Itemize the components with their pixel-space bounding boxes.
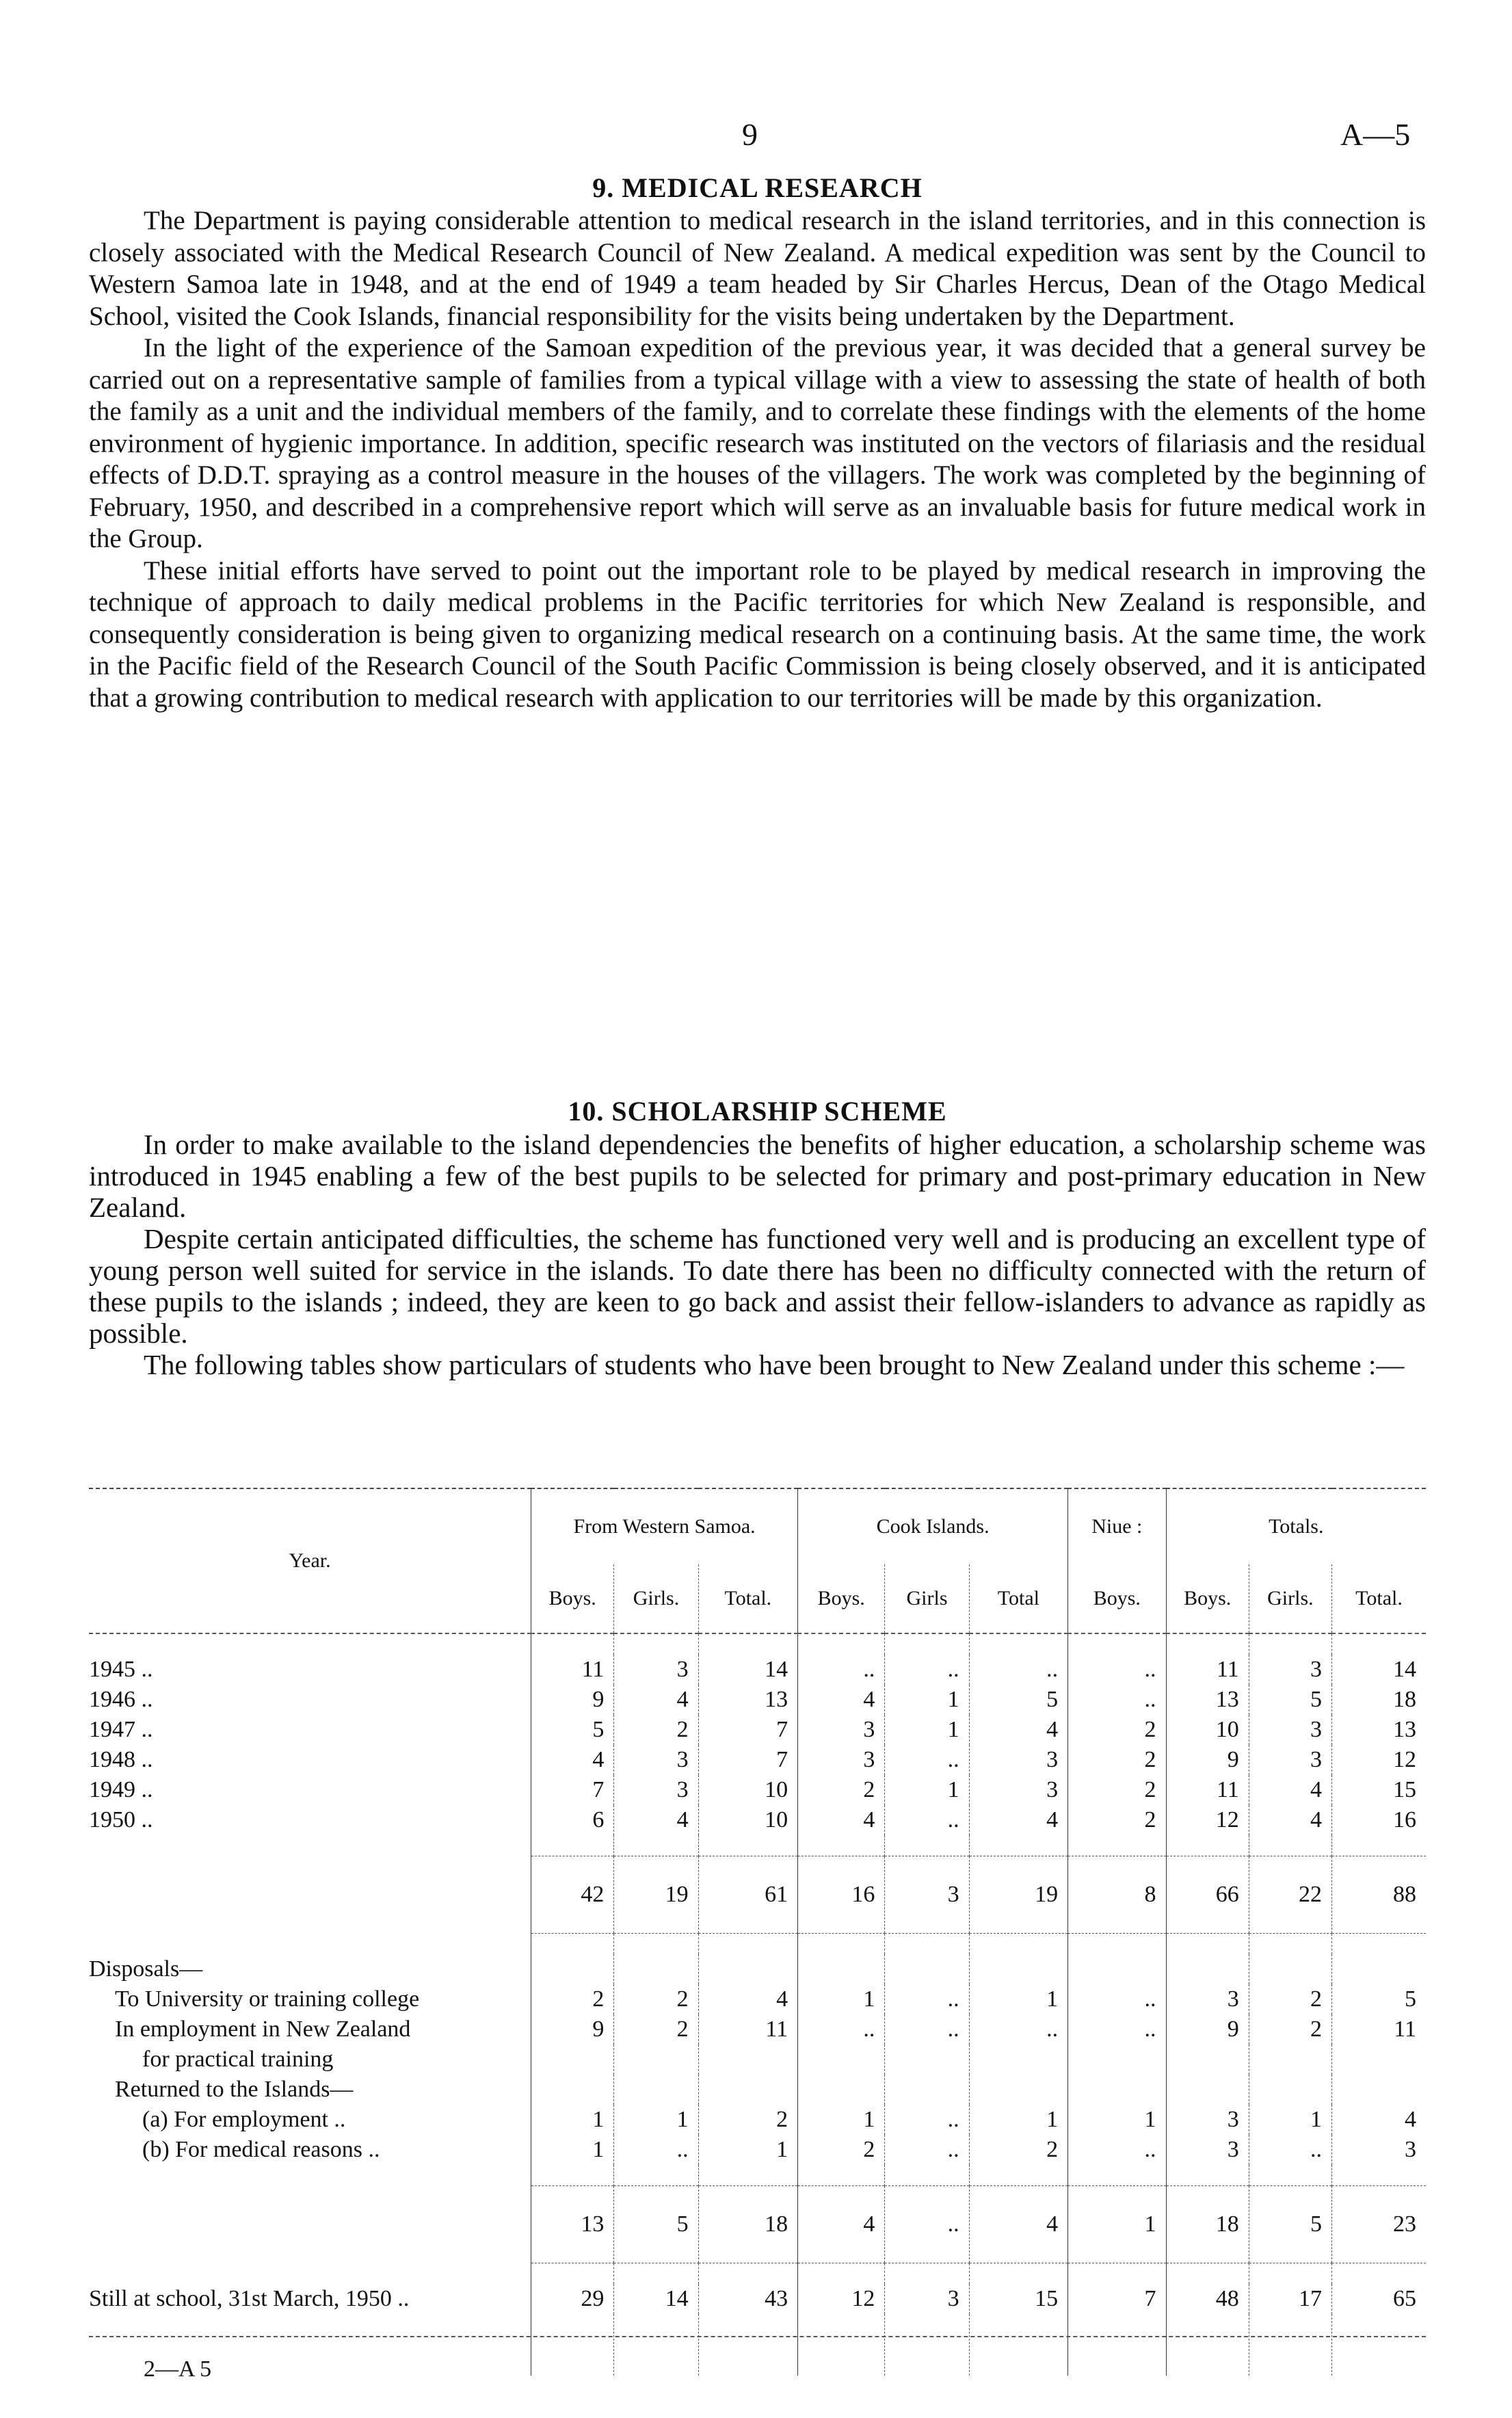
- cell-value: [1166, 2045, 1249, 2075]
- section-heading: 9. MEDICAL RESEARCH: [592, 172, 923, 203]
- group-header-niue: Niue :: [1068, 1488, 1166, 1564]
- cell-value: 2: [1068, 1745, 1166, 1775]
- cell-value: 3: [885, 2284, 969, 2314]
- year-row: [89, 1715, 1426, 1745]
- cell-value: 14: [698, 1655, 797, 1685]
- cell-value: 22: [1249, 1856, 1331, 1934]
- row-label: 1949 ..: [89, 1777, 153, 1802]
- disposal-total-row: [89, 2186, 1426, 2263]
- cell-value: 5: [1249, 1685, 1331, 1715]
- cell-value: 9: [531, 2014, 614, 2045]
- cell-value: [1249, 2045, 1331, 2075]
- cell-value: 18: [1166, 2186, 1249, 2263]
- cell-value: 1: [798, 2105, 885, 2135]
- cell-value: [531, 2075, 614, 2105]
- disposal-row: [89, 1984, 1426, 2014]
- cell-value: [798, 2045, 885, 2075]
- cell-value: 2: [798, 1775, 885, 1805]
- cell-value: 15: [969, 2284, 1067, 2314]
- cell-value: 4: [798, 1805, 885, 1835]
- cell-value: [1068, 2045, 1166, 2075]
- disposal-row: [89, 2014, 1426, 2045]
- cell-value: [531, 1954, 614, 1984]
- row-label: Disposals—: [89, 1956, 203, 1982]
- cell-value: 2: [1249, 1984, 1331, 2014]
- cell-value: 3: [614, 1655, 698, 1685]
- cell-value: [1249, 1954, 1331, 1984]
- year-row: [89, 1745, 1426, 1775]
- section-scholarship-scheme: [89, 1094, 1426, 1380]
- subheader: Total.: [698, 1564, 797, 1633]
- footer-signature: 2—A 5: [144, 2356, 212, 2382]
- cell-value: [531, 2045, 614, 2075]
- section-medical-research: [89, 171, 1426, 714]
- still-at-school-row: [89, 2284, 1426, 2314]
- year-row: [89, 1805, 1426, 1835]
- cell-value: 11: [1166, 1775, 1249, 1805]
- cell-value: 11: [1166, 1655, 1249, 1685]
- cell-value: 4: [969, 2186, 1067, 2263]
- cell-value: 1: [885, 1715, 969, 1745]
- cell-value: 2: [1068, 1805, 1166, 1835]
- cell-value: [1068, 1954, 1166, 1984]
- cell-value: ..: [1068, 1984, 1166, 2014]
- cell-value: 2: [798, 2135, 885, 2165]
- cell-value: 14: [614, 2284, 698, 2314]
- cell-value: 16: [1332, 1805, 1426, 1835]
- group-header-cook-islands: Cook Islands.: [798, 1488, 1068, 1564]
- cell-value: 3: [1249, 1655, 1331, 1685]
- cell-value: ..: [798, 2014, 885, 2045]
- cell-value: 1: [1068, 2186, 1166, 2263]
- row-label: [89, 1856, 531, 1934]
- cell-value: 5: [1249, 2186, 1331, 2263]
- cell-value: [1166, 2075, 1249, 2105]
- paragraph: These initial efforts have served to point out the important role to be played by medical research in improving the technique of approach to daily medical problems in the Pacific territories for which New Zealand is responsible, and consequently consideration is being given to organizing medical research on a continuing basis. At the same time, the work in the Pacific field of the Research Council of the South Pacific Commission is being closely observed, and it is anticipated that a growing contribution to medical research with application to our territories will be made by this organization.: [89, 555, 1426, 713]
- row-label: 1946 ..: [89, 1687, 153, 1712]
- cell-value: 15: [1332, 1775, 1426, 1805]
- cell-value: 10: [698, 1805, 797, 1835]
- cell-value: 2: [969, 2135, 1067, 2165]
- cell-value: 1: [1249, 2105, 1331, 2135]
- subheader: Boys.: [1166, 1564, 1249, 1633]
- document-reference: A—5: [1340, 117, 1411, 152]
- section-heading: 10. SCHOLARSHIP SCHEME: [568, 1096, 947, 1127]
- cell-value: 3: [969, 1775, 1067, 1805]
- cell-value: 19: [969, 1856, 1067, 1934]
- cell-value: 13: [1166, 1685, 1249, 1715]
- cell-value: 3: [798, 1745, 885, 1775]
- cell-value: 61: [698, 1856, 797, 1934]
- cell-value: 4: [1249, 1805, 1331, 1835]
- cell-value: 7: [1068, 2284, 1166, 2314]
- page-number: 9: [742, 117, 758, 152]
- cell-value: ..: [1068, 2014, 1166, 2045]
- disposal-row: [89, 2045, 1426, 2075]
- cell-value: ..: [885, 2186, 969, 2263]
- cell-value: [1332, 2045, 1426, 2075]
- cell-value: 1: [1068, 2105, 1166, 2135]
- row-label: To University or training college: [115, 1986, 420, 2012]
- cell-value: 18: [698, 2186, 797, 2263]
- cell-value: ..: [969, 1655, 1067, 1685]
- cell-value: 12: [1332, 1745, 1426, 1775]
- cell-value: 7: [698, 1715, 797, 1745]
- cell-value: 3: [1249, 1745, 1331, 1775]
- year-row: [89, 1685, 1426, 1715]
- paragraph: Despite certain anticipated difficulties, the scheme has functioned very well and is producing an excellent type of young person well suited for service in the islands. To date there has been no difficulty connected with the return of these pupils to the islands ; indeed, they are keen to go back and assist their fellow-islanders to advance as rapidly as possible.: [89, 1223, 1426, 1349]
- page-header: [0, 116, 1512, 157]
- cell-value: ..: [1249, 2135, 1331, 2165]
- cell-value: [1068, 2075, 1166, 2105]
- subheader: Girls.: [1249, 1564, 1331, 1633]
- cell-value: ..: [885, 2105, 969, 2135]
- cell-value: 43: [698, 2284, 797, 2314]
- cell-value: 11: [531, 1655, 614, 1685]
- cell-value: 11: [698, 2014, 797, 2045]
- row-label: (b) For medical reasons ..: [142, 2137, 380, 2162]
- cell-value: 1: [885, 1685, 969, 1715]
- cell-value: 3: [1249, 1715, 1331, 1745]
- cell-value: 42: [531, 1856, 614, 1934]
- cell-value: 1: [698, 2135, 797, 2165]
- group-header-western-samoa: From Western Samoa.: [531, 1488, 798, 1564]
- cell-value: ..: [885, 1655, 969, 1685]
- cell-value: 4: [969, 1715, 1067, 1745]
- cell-value: [885, 2075, 969, 2105]
- cell-value: 2: [614, 1715, 698, 1745]
- cell-value: ..: [885, 1984, 969, 2014]
- cell-value: 4: [614, 1685, 698, 1715]
- cell-value: 23: [1332, 2186, 1426, 2263]
- disposal-row: [89, 2105, 1426, 2135]
- cell-value: [969, 2045, 1067, 2075]
- subheader: Boys.: [531, 1564, 614, 1633]
- disposal-row: [89, 2135, 1426, 2165]
- cell-value: 88: [1332, 1856, 1426, 1934]
- cell-value: 4: [531, 1745, 614, 1775]
- cell-value: 9: [1166, 1745, 1249, 1775]
- subheader: Total.: [1332, 1564, 1426, 1633]
- row-label: In employment in New Zealand: [115, 2016, 411, 2042]
- cell-value: 4: [798, 2186, 885, 2263]
- cell-value: 2: [1068, 1715, 1166, 1745]
- cell-value: 3: [1166, 2105, 1249, 2135]
- subheader: Boys.: [1068, 1564, 1166, 1633]
- cell-value: 14: [1332, 1655, 1426, 1685]
- cell-value: 5: [969, 1685, 1067, 1715]
- cell-value: 1: [531, 2135, 614, 2165]
- cell-value: 3: [1166, 2135, 1249, 2165]
- cell-value: [614, 2075, 698, 2105]
- cell-value: 4: [614, 1805, 698, 1835]
- year-row: [89, 1655, 1426, 1685]
- cell-value: 2: [531, 1984, 614, 2014]
- year-total-row: [89, 1856, 1426, 1934]
- row-label: (a) For employment ..: [142, 2107, 346, 2132]
- cell-value: 12: [798, 2284, 885, 2314]
- cell-value: 3: [614, 1745, 698, 1775]
- cell-value: 17: [1249, 2284, 1331, 2314]
- year-column-header: Year.: [289, 1549, 331, 1572]
- cell-value: [1332, 2075, 1426, 2105]
- cell-value: 10: [1166, 1715, 1249, 1745]
- cell-value: ..: [614, 2135, 698, 2165]
- cell-value: ..: [969, 2014, 1067, 2045]
- cell-value: [1166, 1954, 1249, 1984]
- cell-value: 4: [798, 1685, 885, 1715]
- cell-value: ..: [798, 1655, 885, 1685]
- cell-value: ..: [1068, 1685, 1166, 1715]
- cell-value: 3: [1332, 2135, 1426, 2165]
- cell-value: 8: [1068, 1856, 1166, 1934]
- cell-value: 16: [798, 1856, 885, 1934]
- cell-value: 3: [614, 1775, 698, 1805]
- cell-value: 4: [698, 1984, 797, 2014]
- cell-value: [885, 2045, 969, 2075]
- cell-value: [1249, 2075, 1331, 2105]
- paragraph: The Department is paying considerable attention to medical research in the island territories, and in this connection is closely associated with the Medical Research Council of New Zealand. A medical expedition was sent by the Council to Western Samoa late in 1948, and at the end of 1949 a team headed by Sir Charles Hercus, Dean of the Otago Medical School, visited the Cook Islands, financial responsibility for the visits being undertaken by the Department.: [89, 206, 1426, 331]
- cell-value: 18: [1332, 1685, 1426, 1715]
- cell-value: 65: [1332, 2284, 1426, 2314]
- cell-value: 13: [531, 2186, 614, 2263]
- cell-value: 2: [1249, 2014, 1331, 2045]
- cell-value: [798, 2075, 885, 2105]
- cell-value: 4: [969, 1805, 1067, 1835]
- cell-value: 12: [1166, 1805, 1249, 1835]
- cell-value: 7: [698, 1745, 797, 1775]
- cell-value: 7: [531, 1775, 614, 1805]
- cell-value: 3: [798, 1715, 885, 1745]
- cell-value: 13: [698, 1685, 797, 1715]
- row-label: 1947 ..: [89, 1717, 153, 1742]
- cell-value: 1: [798, 1984, 885, 2014]
- cell-value: [698, 1954, 797, 1984]
- cell-value: [885, 1954, 969, 1984]
- cell-value: 66: [1166, 1856, 1249, 1934]
- row-label: 1950 ..: [89, 1807, 153, 1832]
- cell-value: 3: [1166, 1984, 1249, 2014]
- row-label: [89, 2186, 531, 2263]
- cell-value: 29: [531, 2284, 614, 2314]
- cell-value: ..: [1068, 2135, 1166, 2165]
- cell-value: [969, 2075, 1067, 2105]
- cell-value: 5: [614, 2186, 698, 2263]
- row-label: 1945 ..: [89, 1657, 153, 1682]
- cell-value: 11: [1332, 2014, 1426, 2045]
- cell-value: 2: [614, 1984, 698, 2014]
- cell-value: ..: [885, 2014, 969, 2045]
- cell-value: 9: [1166, 2014, 1249, 2045]
- row-label: 1948 ..: [89, 1747, 153, 1772]
- cell-value: ..: [885, 1805, 969, 1835]
- disposal-row: [89, 2075, 1426, 2105]
- cell-value: 4: [1332, 2105, 1426, 2135]
- cell-value: [698, 2045, 797, 2075]
- cell-value: ..: [1068, 1655, 1166, 1685]
- paragraph: In the light of the experience of the Samoan expedition of the previous year, it was decided that a general survey be carried out on a representative sample of families from a typical village with a view to assessing the state of health of both the family as a unit and the individual members of the family, and to correlate these findings with the elements of the home environment of hygienic importance. In addition, specific research was instituted on the vectors of filariasis and the residual effects of D.D.T. spraying as a control measure in the houses of the villagers. The work was completed by the beginning of February, 1950, and described in a comprehensive report which will serve as an invaluable basis for future medical work in the Group.: [89, 333, 1426, 553]
- year-row: [89, 1775, 1426, 1805]
- cell-value: 2: [1068, 1775, 1166, 1805]
- subheader: Girls: [885, 1564, 969, 1633]
- cell-value: 1: [614, 2105, 698, 2135]
- row-label: Still at school, 31st March, 1950 ..: [89, 2286, 410, 2311]
- cell-value: 4: [1249, 1775, 1331, 1805]
- cell-value: 3: [885, 1856, 969, 1934]
- cell-value: 48: [1166, 2284, 1249, 2314]
- cell-value: 3: [969, 1745, 1067, 1775]
- cell-value: [969, 1954, 1067, 1984]
- cell-value: 5: [531, 1715, 614, 1745]
- cell-value: 13: [1332, 1715, 1426, 1745]
- cell-value: 19: [614, 1856, 698, 1934]
- cell-value: 9: [531, 1685, 614, 1715]
- cell-value: 2: [698, 2105, 797, 2135]
- cell-value: [1332, 1954, 1426, 1984]
- cell-value: ..: [885, 1745, 969, 1775]
- cell-value: 1: [969, 2105, 1067, 2135]
- bottom-rule: [89, 2336, 1426, 2337]
- row-label: for practical training: [142, 2047, 334, 2072]
- cell-value: 1: [885, 1775, 969, 1805]
- cell-value: 6: [531, 1805, 614, 1835]
- disposals-heading-row: [89, 1954, 1426, 1984]
- cell-value: [798, 1954, 885, 1984]
- cell-value: 1: [531, 2105, 614, 2135]
- cell-value: [614, 2045, 698, 2075]
- cell-value: 1: [969, 1984, 1067, 2014]
- cell-value: [614, 1954, 698, 1984]
- cell-value: ..: [885, 2135, 969, 2165]
- cell-value: 2: [614, 2014, 698, 2045]
- cell-value: 10: [698, 1775, 797, 1805]
- paragraph: The following tables show particulars of students who have been brought to New Zealand under this scheme :—: [144, 1349, 1405, 1380]
- cell-value: [698, 2075, 797, 2105]
- group-header-totals: Totals.: [1166, 1488, 1426, 1564]
- subheader: Girls.: [614, 1564, 698, 1633]
- subheader: Total: [969, 1564, 1067, 1633]
- scholarship-table: [89, 1488, 1426, 2376]
- paragraph: In order to make available to the island dependencies the benefits of higher education, a scholarship scheme was introduced in 1945 enabling a few of the best pupils to be selected for primary and post-primary education in New Zealand.: [89, 1129, 1426, 1223]
- row-label: Returned to the Islands—: [115, 2077, 354, 2102]
- subheader: Boys.: [798, 1564, 885, 1633]
- cell-value: 5: [1332, 1984, 1426, 2014]
